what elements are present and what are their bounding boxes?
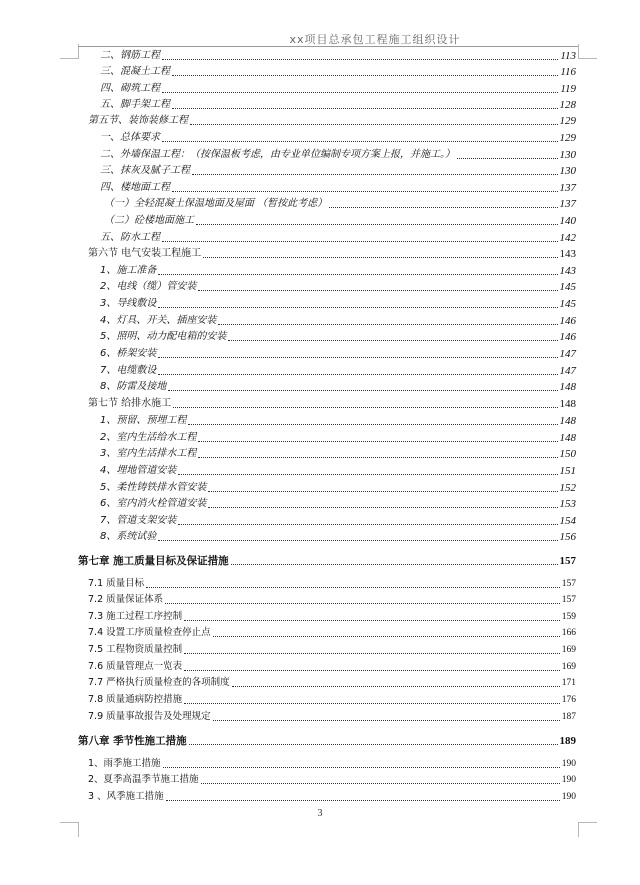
toc-entry[interactable] bbox=[0, 511, 640, 527]
toc-entry-label: 第八章 季节性施工措施 bbox=[78, 735, 187, 747]
toc-leader bbox=[192, 174, 558, 175]
toc-entry-label: 二、外墙保温工程：（按保温板考虑，由专业单位编制专项方案上报，并施工。） bbox=[100, 149, 455, 160]
toc-entry[interactable] bbox=[0, 161, 640, 177]
toc-leader bbox=[162, 59, 558, 60]
toc-entry-page: 148 bbox=[559, 415, 576, 427]
toc-entry[interactable] bbox=[0, 277, 640, 293]
toc-entry[interactable] bbox=[0, 62, 640, 78]
toc-entry-label: 4、灯具、开关、插座安装 bbox=[100, 315, 217, 326]
toc-entry-page: 143 bbox=[559, 265, 576, 277]
toc-entry-page: 137 bbox=[559, 182, 576, 194]
toc-entry-label: 2、室内生活给水工程 bbox=[100, 432, 197, 443]
toc-leader bbox=[178, 524, 557, 525]
toc-leader bbox=[184, 653, 560, 654]
toc-entry[interactable] bbox=[0, 211, 640, 227]
toc-entry[interactable] bbox=[0, 770, 640, 786]
toc-entry-page: 113 bbox=[560, 50, 576, 62]
toc-entry-section[interactable] bbox=[0, 244, 640, 260]
toc-entry-page: 176 bbox=[561, 695, 576, 705]
toc-entry-page: 140 bbox=[559, 215, 576, 227]
toc-entry-page: 159 bbox=[561, 612, 576, 622]
toc-entry-page: 147 bbox=[559, 365, 576, 377]
toc-leader bbox=[213, 720, 560, 721]
toc-entry-label: 8、系统试验 bbox=[100, 531, 157, 542]
toc-entry[interactable] bbox=[0, 690, 640, 706]
toc-entry-label: 3 、风季施工措施 bbox=[88, 791, 164, 802]
toc-entry[interactable] bbox=[0, 95, 640, 111]
toc-entry-page: 189 bbox=[559, 735, 576, 747]
toc-entry-label: 1、预留、预埋工程 bbox=[100, 415, 187, 426]
toc-leader bbox=[208, 491, 557, 492]
toc-entry-page: 153 bbox=[559, 498, 576, 510]
toc-entry-page: 130 bbox=[559, 165, 576, 177]
toc-leader bbox=[163, 767, 560, 768]
toc-entry[interactable] bbox=[0, 428, 640, 444]
toc-entry-page: 128 bbox=[559, 99, 576, 111]
toc-entry-label: 7、电缆敷设 bbox=[100, 365, 157, 376]
toc-entry-label: 7.1 质量目标 bbox=[88, 578, 145, 589]
toc-leader bbox=[188, 424, 557, 425]
toc-leader bbox=[166, 800, 560, 801]
toc-entry[interactable] bbox=[0, 461, 640, 477]
toc-entry-page: 145 bbox=[559, 281, 576, 293]
toc-entry-label: （一）全轻混凝土保温地面及屋面 （暂按此考虑） bbox=[104, 198, 328, 209]
toc-leader bbox=[213, 636, 560, 637]
toc-leader bbox=[172, 75, 558, 76]
toc-entry-label: 3、室内生活排水工程 bbox=[100, 448, 197, 459]
toc-entry-label: 三、抹灰及腻子工程 bbox=[100, 165, 190, 176]
toc-entry-page: 151 bbox=[559, 465, 576, 477]
toc-entry[interactable] bbox=[0, 128, 640, 144]
toc-entry-label: 4、埋地管道安装 bbox=[100, 465, 177, 476]
toc-entry[interactable] bbox=[0, 361, 640, 377]
toc-entry-label: 6、室内消火栓管道安装 bbox=[100, 498, 207, 509]
toc-entry-page: 156 bbox=[559, 531, 576, 543]
toc-entry-page: 190 bbox=[561, 792, 576, 802]
toc-entry-label: 四、砌筑工程 bbox=[100, 83, 160, 94]
toc-entry-label: 五、防水工程 bbox=[100, 232, 160, 243]
toc-entry[interactable] bbox=[0, 787, 640, 803]
toc-leader bbox=[189, 744, 558, 745]
toc-entry-page: 169 bbox=[561, 645, 576, 655]
toc-entry[interactable] bbox=[0, 754, 640, 770]
toc-entry-label: 2、夏季高温季节施工措施 bbox=[88, 774, 199, 785]
toc-leader bbox=[201, 783, 560, 784]
toc-entry-page: 190 bbox=[561, 775, 576, 785]
toc-leader bbox=[198, 290, 557, 291]
toc-leader bbox=[146, 587, 560, 588]
toc-leader bbox=[329, 207, 557, 208]
toc-entry[interactable] bbox=[0, 657, 640, 673]
toc-entry[interactable] bbox=[0, 377, 640, 393]
toc-leader bbox=[172, 108, 558, 109]
toc-entry-page: 143 bbox=[559, 248, 576, 260]
toc-entry-page: 157 bbox=[561, 579, 576, 589]
toc-entry-label: 五、脚手架工程 bbox=[100, 99, 170, 110]
toc-entry[interactable] bbox=[0, 411, 640, 427]
toc-leader bbox=[184, 620, 560, 621]
page-number: 3 bbox=[317, 808, 323, 819]
toc-entry-label: 第七节 给排水施工 bbox=[88, 398, 172, 409]
toc-entry-page: 147 bbox=[559, 348, 576, 360]
toc-entry-label: 8、防雷及接地 bbox=[100, 381, 167, 392]
toc-entry[interactable] bbox=[0, 261, 640, 277]
toc-leader bbox=[198, 457, 557, 458]
toc-entry-page: 129 bbox=[559, 115, 576, 127]
toc-entry[interactable] bbox=[0, 311, 640, 327]
toc-entry-page: 166 bbox=[561, 628, 576, 638]
toc-leader bbox=[168, 390, 557, 391]
toc-entry-chapter[interactable] bbox=[0, 551, 640, 567]
toc-leader bbox=[208, 507, 557, 508]
toc-entry-label: 3、导线敷设 bbox=[100, 298, 157, 309]
toc-entry-label: （二）砼楼地面施工 bbox=[104, 215, 194, 226]
toc-entry-page: 190 bbox=[561, 759, 576, 769]
toc-entry-label: 三、混凝土工程 bbox=[100, 66, 170, 77]
toc-entry-label: 5、柔性铸铁排水管安装 bbox=[100, 482, 207, 493]
toc-leader bbox=[165, 603, 560, 604]
toc-leader bbox=[162, 241, 558, 242]
toc-entry[interactable] bbox=[0, 228, 640, 244]
toc-entry-label: 7、管道支架安装 bbox=[100, 515, 177, 526]
toc-leader bbox=[173, 407, 557, 408]
toc-entry-page: 157 bbox=[559, 555, 576, 567]
toc-entry-page: 142 bbox=[559, 232, 576, 244]
toc-entry-label: 1、雨季施工措施 bbox=[88, 758, 161, 769]
crop-mark-bottom-left bbox=[60, 822, 79, 837]
toc-entry-page: 119 bbox=[560, 83, 576, 95]
toc-leader bbox=[158, 307, 557, 308]
toc-entry-page: 145 bbox=[559, 298, 576, 310]
toc-entry-label: 7.8 质量通病防控措施 bbox=[88, 694, 183, 705]
toc-entry[interactable] bbox=[0, 478, 640, 494]
toc-entry[interactable] bbox=[0, 494, 640, 510]
toc-leader bbox=[158, 274, 557, 275]
toc-entry-page: 137 bbox=[559, 198, 576, 210]
toc-entry[interactable] bbox=[0, 327, 640, 343]
toc-entry-page: 169 bbox=[561, 662, 576, 672]
toc-entry[interactable] bbox=[0, 145, 640, 161]
toc-leader bbox=[218, 324, 557, 325]
toc-leader bbox=[457, 158, 558, 159]
toc-entry-label: 2、电线（缆）管安装 bbox=[100, 281, 197, 292]
toc-entry[interactable] bbox=[0, 707, 640, 723]
toc-leader bbox=[158, 374, 557, 375]
toc-entry-page: 148 bbox=[559, 398, 576, 410]
toc-entry-page: 171 bbox=[561, 678, 576, 688]
toc-leader bbox=[158, 357, 557, 358]
toc-leader bbox=[162, 141, 558, 142]
toc-entry[interactable] bbox=[0, 294, 640, 310]
toc-entry-label: 一、总体要求 bbox=[100, 132, 160, 143]
toc-entry-label: 7.5 工程物资质量控制 bbox=[88, 644, 183, 655]
toc-entry-label: 7.9 质量事故报告及处理规定 bbox=[88, 711, 211, 722]
toc-entry-label: 1、施工准备 bbox=[100, 265, 157, 276]
toc-entry[interactable] bbox=[0, 194, 640, 210]
toc-leader bbox=[203, 257, 557, 258]
toc-entry-label: 7.6 质量管理点一览表 bbox=[88, 661, 183, 672]
toc-entry-page: 130 bbox=[559, 149, 576, 161]
toc-leader bbox=[231, 564, 558, 565]
toc-leader bbox=[198, 441, 557, 442]
toc-entry-page: 146 bbox=[559, 331, 576, 343]
toc-entry[interactable] bbox=[0, 46, 640, 62]
toc-entry-label: 第七章 施工质量目标及保证措施 bbox=[78, 555, 229, 567]
toc-entry-page: 187 bbox=[561, 712, 576, 722]
toc-leader bbox=[178, 474, 557, 475]
toc-entry[interactable] bbox=[0, 527, 640, 543]
toc-entry[interactable] bbox=[0, 607, 640, 623]
toc-entry-page: 157 bbox=[561, 595, 576, 605]
toc-entry-page: 129 bbox=[559, 132, 576, 144]
toc-entry-page: 116 bbox=[560, 66, 576, 78]
toc-entry[interactable] bbox=[0, 590, 640, 606]
toc-leader bbox=[184, 703, 560, 704]
toc-entry-label: 二、钢筋工程 bbox=[100, 50, 160, 61]
toc-entry-label: 7.2 质量保证体系 bbox=[88, 594, 164, 605]
toc-entry[interactable] bbox=[0, 444, 640, 460]
toc-entry-label: 第六节 电气安装工程施工 bbox=[88, 248, 202, 259]
toc-entry-label: 第五节、装饰装修工程 bbox=[88, 115, 188, 126]
toc-entry-page: 148 bbox=[559, 432, 576, 444]
toc-entry-label: 7.4 设置工序质量检查停止点 bbox=[88, 627, 211, 638]
toc-leader bbox=[232, 686, 560, 687]
toc-leader bbox=[190, 124, 558, 125]
toc-entry-page: 154 bbox=[559, 515, 576, 527]
toc-entry[interactable] bbox=[0, 640, 640, 656]
toc-entry[interactable] bbox=[0, 344, 640, 360]
toc-entry-page: 146 bbox=[559, 315, 576, 327]
crop-mark-bottom-right bbox=[578, 822, 597, 837]
toc-entry-label: 四、楼地面工程 bbox=[100, 182, 170, 193]
toc-leader bbox=[228, 340, 557, 341]
toc-entry-section[interactable] bbox=[0, 111, 640, 127]
toc-entry[interactable] bbox=[0, 623, 640, 639]
toc-leader bbox=[184, 670, 560, 671]
toc-entry-chapter[interactable] bbox=[0, 731, 640, 747]
toc-entry[interactable] bbox=[0, 178, 640, 194]
toc-leader bbox=[158, 540, 557, 541]
toc-entry-page: 148 bbox=[559, 381, 576, 393]
toc-entry-page: 150 bbox=[559, 448, 576, 460]
toc-entry-section[interactable] bbox=[0, 394, 640, 410]
toc-entry-label: 7.7 严格执行质量检查的各项制度 bbox=[88, 677, 230, 688]
toc-leader bbox=[196, 224, 558, 225]
toc-entry-page: 152 bbox=[559, 482, 576, 494]
running-header: xx项目总承包工程施工组织设计 bbox=[289, 33, 461, 46]
toc-leader bbox=[172, 191, 558, 192]
toc-entry[interactable] bbox=[0, 574, 640, 590]
toc-entry[interactable] bbox=[0, 79, 640, 95]
toc-entry-label: 6、桥架安装 bbox=[100, 348, 157, 359]
toc-leader bbox=[162, 92, 558, 93]
toc-entry-label: 7.3 施工过程工序控制 bbox=[88, 611, 183, 622]
toc-entry-label: 5、照明、动力配电箱的安装 bbox=[100, 331, 227, 342]
toc-entry[interactable] bbox=[0, 673, 640, 689]
